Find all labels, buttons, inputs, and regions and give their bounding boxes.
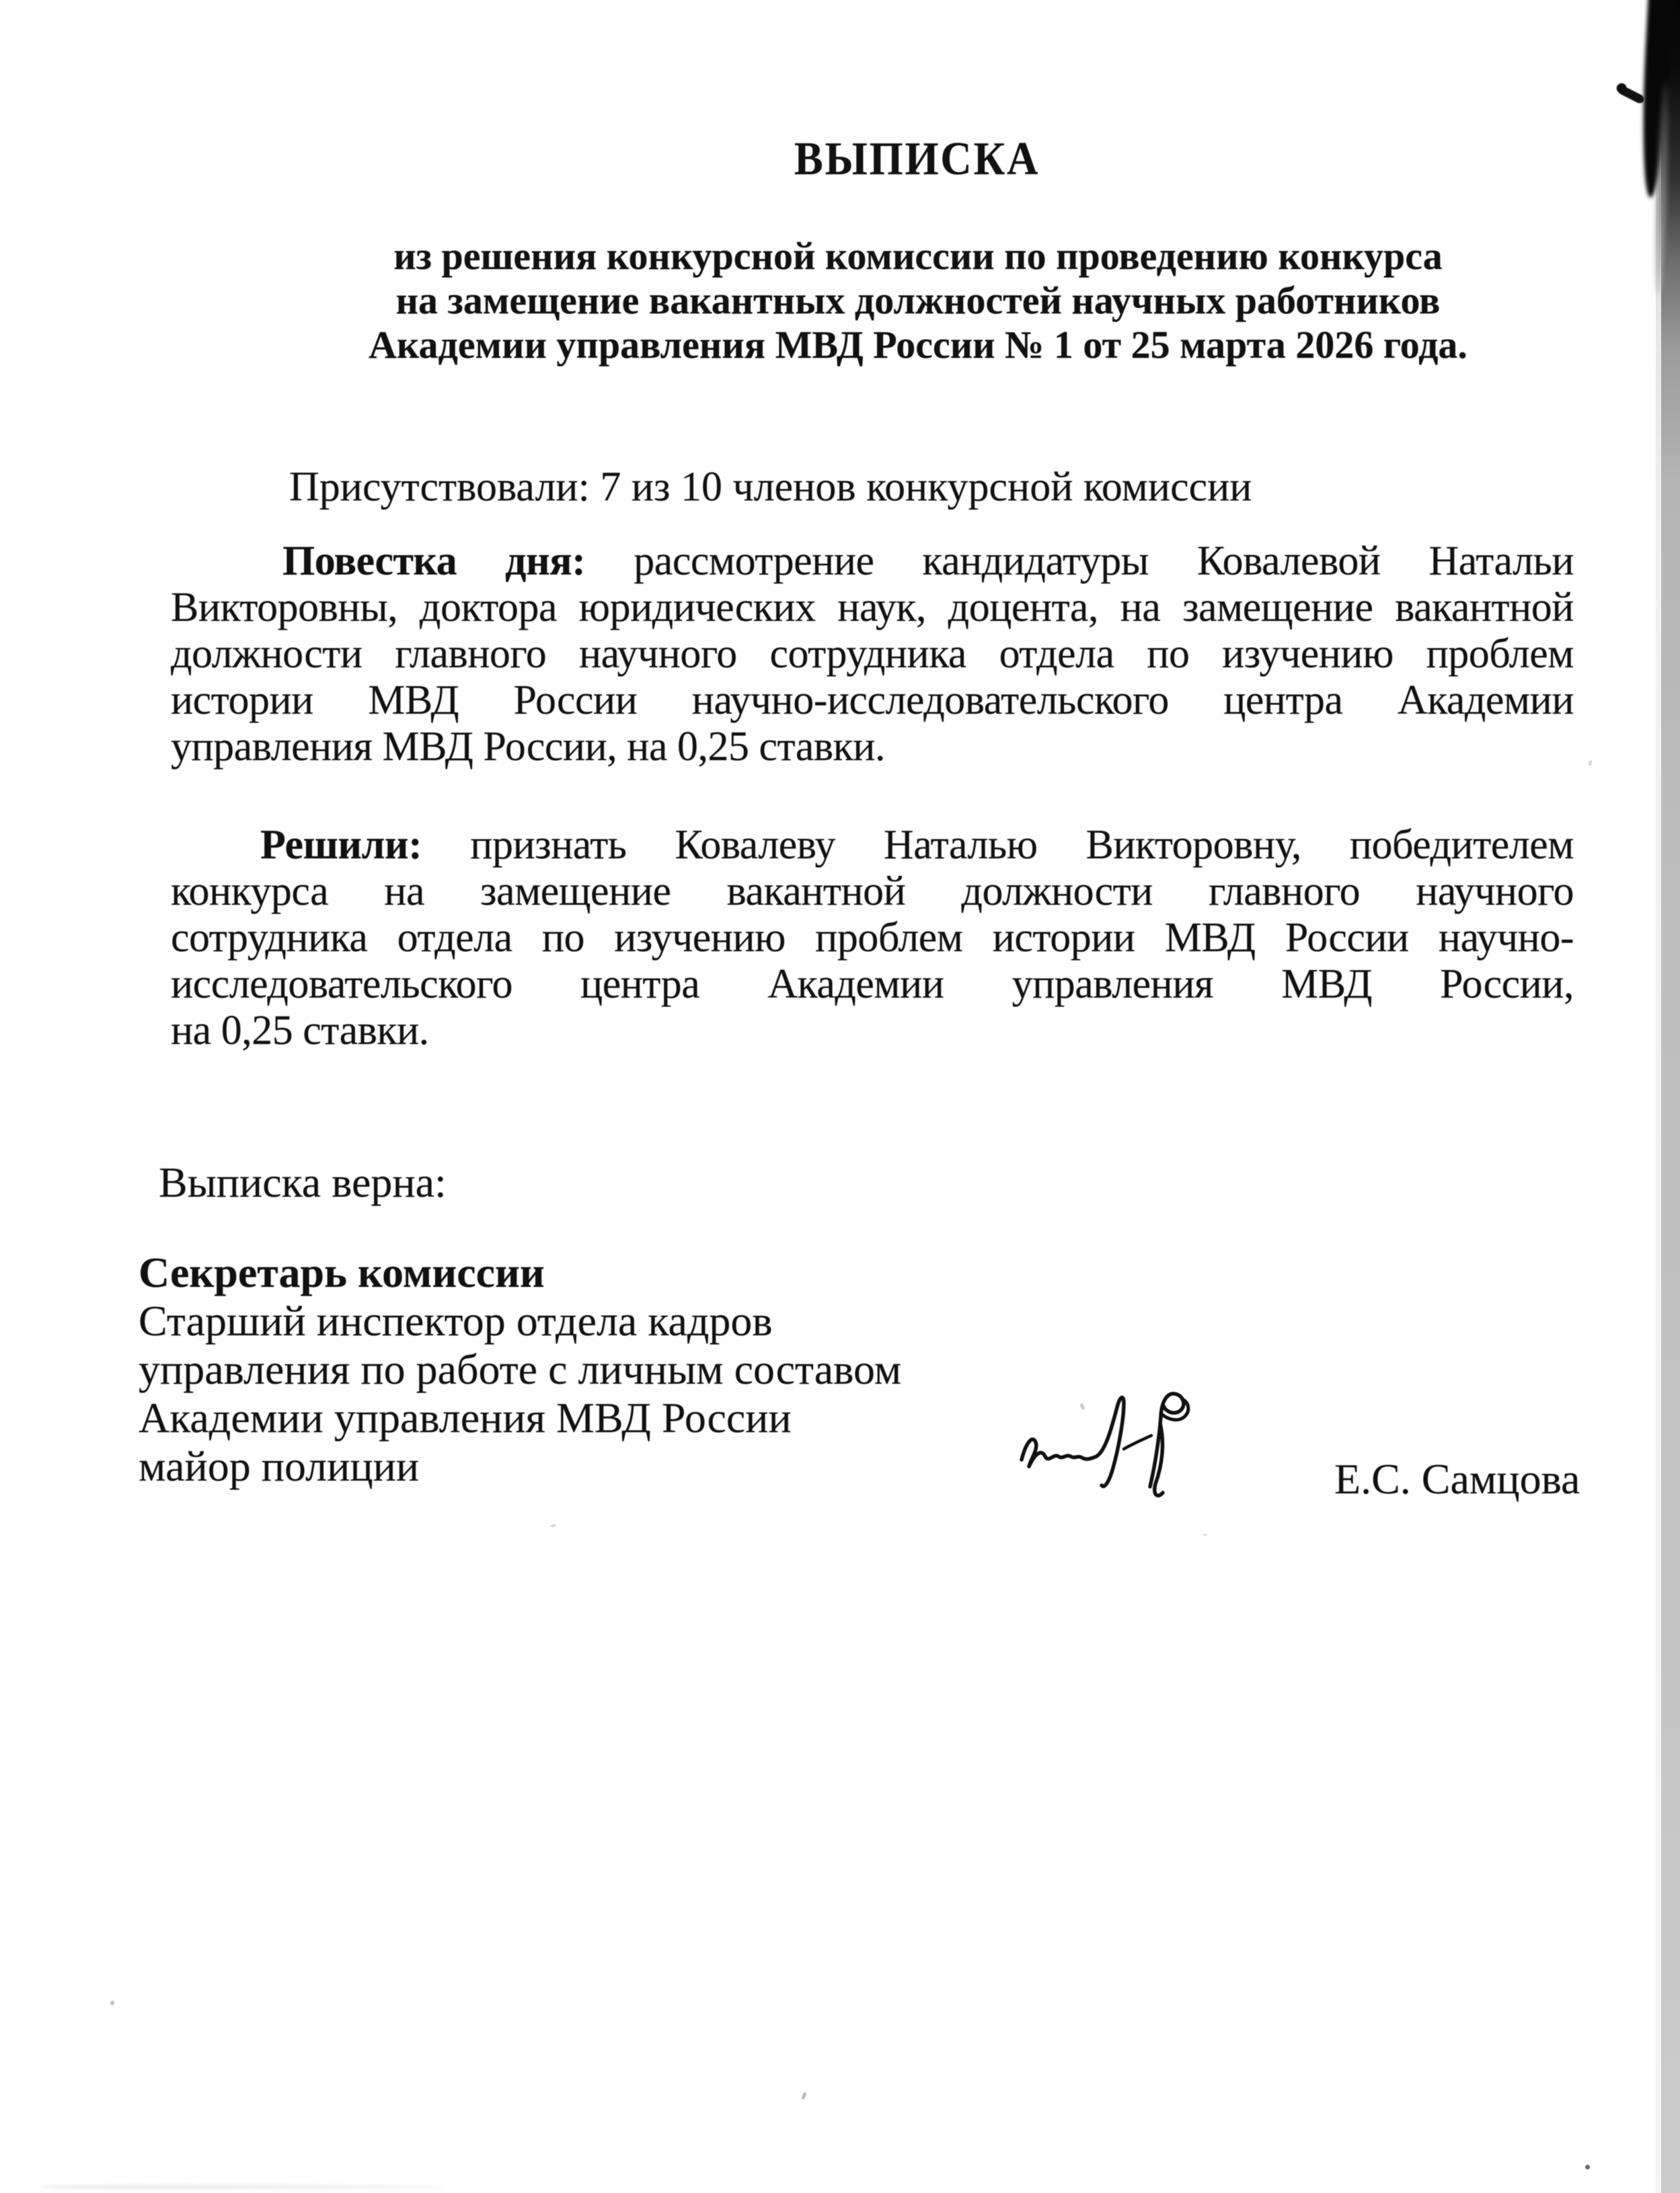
scan-bottom-edge bbox=[40, 2185, 444, 2189]
agenda-line-text: рассмотрение кандидатуры Ковалевой Натальи bbox=[634, 538, 1574, 584]
subtitle-line: из решения конкурсной комиссии по проведению конкурса bbox=[393, 234, 1443, 278]
decision-line-text: признать Ковалеву Наталью Викторовну, победителем bbox=[470, 822, 1574, 868]
pen-mark-artifact bbox=[1616, 84, 1645, 105]
handwritten-signature-image bbox=[1012, 1384, 1224, 1509]
scan-speck bbox=[550, 1524, 557, 1528]
agenda-label: Повестка дня: bbox=[282, 538, 586, 584]
agenda-line: Викторовны, доктора юридических наук, доцента, на замещение вакантной bbox=[171, 585, 1574, 630]
signer-name: Е.С. Самцова bbox=[1334, 1455, 1580, 1503]
decision-line: исследовательского центра Академии управления МВД России, bbox=[171, 961, 1574, 1007]
document-subtitle bbox=[215, 234, 1621, 367]
subtitle-line: на замещение вакантных должностей научных работников bbox=[395, 278, 1441, 322]
decision-line: конкурса на замещение вакантной должности главного научного bbox=[171, 868, 1574, 914]
scan-edge-shadow bbox=[1656, 0, 1661, 2193]
signatory-position-line: Академии управления МВД России bbox=[139, 1394, 792, 1442]
agenda-line: должности главного научного сотрудника отдела по изучению проблем bbox=[171, 631, 1574, 677]
scan-speck bbox=[1585, 2165, 1590, 2169]
signatory-position-line: Старший инспектор отдела кадров bbox=[139, 1297, 773, 1345]
agenda-paragraph bbox=[171, 538, 1574, 770]
scan-speck bbox=[110, 2000, 115, 2006]
document-title-text: ВЫПИСКА bbox=[794, 133, 1040, 185]
decision-line bbox=[171, 822, 1574, 868]
signatory-position-line: управления по работе с личным составом bbox=[139, 1345, 902, 1393]
attendance-line: Присутствовали: 7 из 10 членов конкурсной комиссии bbox=[289, 464, 1252, 510]
scan-speck bbox=[1202, 1534, 1207, 1536]
subtitle-line: Академии управления МВД России № 1 от 25 марта 2026 года. bbox=[369, 323, 1467, 367]
decision-line: на 0,25 ставки. bbox=[171, 1008, 429, 1053]
signatory-position-line: майор полиции bbox=[139, 1442, 420, 1490]
scan-edge-band bbox=[1661, 0, 1680, 2193]
agenda-line bbox=[171, 538, 1574, 585]
decision-paragraph bbox=[171, 822, 1574, 1054]
signatory-block bbox=[139, 1249, 901, 1491]
agenda-line: управления МВД России, на 0,25 ставки. bbox=[171, 724, 885, 770]
document-title bbox=[784, 133, 1046, 186]
decision-label: Решили: bbox=[260, 822, 422, 868]
signatory-position-title: Секретарь комиссии bbox=[139, 1249, 545, 1296]
agenda-line: истории МВД России научно-исследовательского центра Академии bbox=[171, 677, 1574, 723]
decision-line: сотрудника отдела по изучению проблем истории МВД России научно- bbox=[171, 915, 1574, 961]
scan-speck bbox=[801, 2091, 807, 2099]
scan-speck bbox=[1588, 760, 1593, 767]
certification-line: Выписка верна: bbox=[159, 1158, 447, 1206]
